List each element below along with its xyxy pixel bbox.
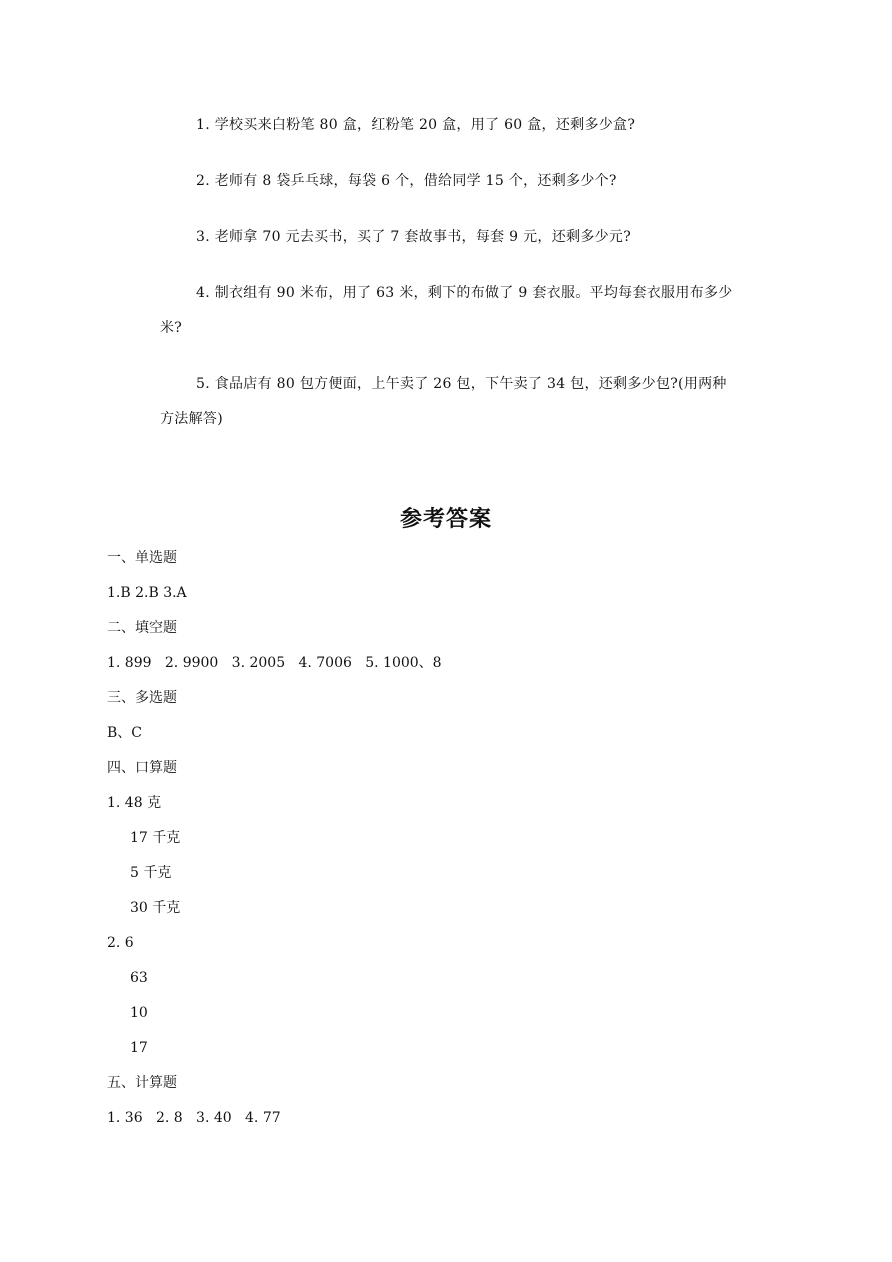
- answer-line: 17 千克: [130, 830, 181, 846]
- answer-line: 10: [130, 1005, 148, 1021]
- problem-4: 4. 制衣组有 90 米布，用了 63 米，剩下的布做了 9 套衣服。平均每套衣服用布多少米?: [160, 285, 733, 336]
- answers-title: 参考答案: [399, 507, 492, 532]
- section-heading: 二、填空题: [107, 620, 177, 636]
- section-heading: 五、计算题: [107, 1075, 177, 1091]
- section-heading: 三、多选题: [107, 690, 177, 706]
- answer-line: B、C: [107, 725, 142, 741]
- answer-line: 63: [130, 970, 148, 986]
- answer-line: 1.B 2.B 3.A: [107, 585, 187, 601]
- problem-1: 1. 学校买来白粉笔 80 盒，红粉笔 20 盒，用了 60 盒，还剩多少盒?: [196, 117, 636, 133]
- problem-5: 5. 食品店有 80 包方便面，上午卖了 26 包，下午卖了 34 包，还剩多少包?(用两种方法解答): [160, 376, 727, 427]
- answer-line: 1. 36 2. 8 3. 40 4. 77: [107, 1110, 281, 1126]
- answer-line: 5 千克: [130, 865, 172, 881]
- answer-line: 17: [130, 1040, 148, 1056]
- section-heading: 四、口算题: [107, 760, 177, 776]
- answer-line: 1. 899 2. 9900 3. 2005 4. 7006 5. 1000、8: [107, 655, 442, 671]
- section-heading: 一、单选题: [107, 550, 177, 566]
- answer-line: 30 千克: [130, 900, 181, 916]
- problem-3: 3. 老师拿 70 元去买书，买了 7 套故事书，每套 9 元，还剩多少元?: [196, 229, 632, 245]
- answer-line: 1. 48 克: [107, 795, 162, 811]
- problem-2: 2. 老师有 8 袋乒乓球，每袋 6 个，借给同学 15 个，还剩多少个?: [196, 173, 617, 189]
- answer-line: 2. 6: [107, 935, 134, 951]
